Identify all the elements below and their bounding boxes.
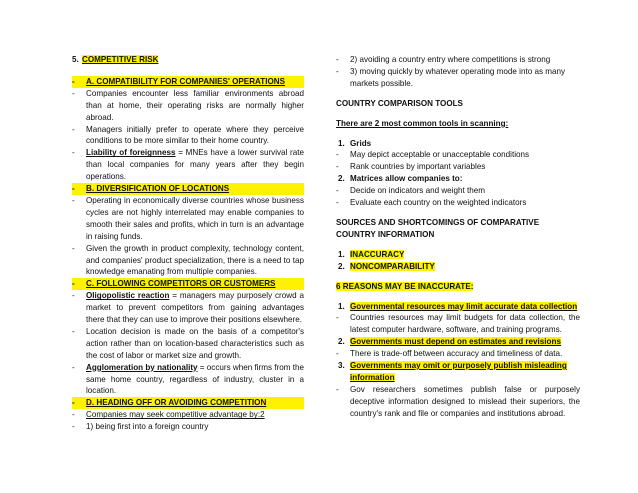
list-item: - Liability of foreignness = MNEs have a lower survival rate than local companies for many years after they begin operations. xyxy=(72,148,304,182)
numbered-item-inaccuracy: 1. INACCURACY xyxy=(338,249,405,259)
reason-2: 2. Governments must depend on estimates and revisions xyxy=(338,337,561,347)
list-item: - Decide on indicators and weight them xyxy=(336,186,485,196)
list-item: - Evaluate each country on the weighted indicators xyxy=(336,198,527,208)
reason-1: 1. Governmental resources may limit accurate data collection xyxy=(338,301,578,311)
list-item: - Gov researchers sometimes publish false or purposely deceptive information designed to mislead their superiors, the country's rank and file or companies and institutions abroad. xyxy=(336,384,580,418)
list-item: - Given the growth in product complexity, technology content, and companies' product specialization, there is a need to tap knowledge emanating from multiple companies. xyxy=(72,243,304,277)
numbered-item-matrices: 2. Matrices allow companies to: xyxy=(338,174,463,184)
section-number: 5. xyxy=(72,55,79,64)
list-item: - Countries resources may limit budgets for data collection, the latest computer hardware, software, and training programs. xyxy=(336,313,580,335)
list-item: - 1) being first into a foreign country xyxy=(72,422,209,432)
subsection-a-header: - A. COMPATIBILITY FOR COMPANIES' OPERATIONS xyxy=(72,76,304,88)
term-agglomeration-by-nationality: Agglomeration by nationality xyxy=(86,362,198,372)
heading-six-reasons: 6 REASONS MAY BE INACCURATE: xyxy=(336,281,474,291)
list-item: - Companies may seek competitive advantage by:2 xyxy=(72,410,265,420)
right-column xyxy=(336,54,580,420)
list-item: - Managers initially prefer to operate where they perceive conditions to be more similar to their home country. xyxy=(72,124,304,146)
list-item: - 2) avoiding a country entry where competitions is strong xyxy=(336,55,551,64)
list-item: - May depict acceptable or unacceptable conditions xyxy=(336,150,530,160)
reason-3: 3. Governments may omit or purposely publish misleading information xyxy=(338,361,567,382)
numbered-item-noncomparability: 2. NONCOMPARABILITY xyxy=(338,261,435,271)
list-item: - Agglomeration by nationality = occurs when firms from the same home country, regardless of industry, cluster in a location. xyxy=(72,362,304,396)
heading-sources-and-shortcomings: SOURCES AND SHORTCOMINGS OF COMPARATIVE COUNTRY INFORMATION xyxy=(336,217,540,239)
numbered-item-grids: 1. Grids xyxy=(338,138,372,148)
subsection-b-header: - B. DIVERSIFICATION OF LOCATIONS xyxy=(72,183,304,195)
subsection-c-header: - C. FOLLOWING COMPETITORS OR CUSTOMERS xyxy=(72,278,304,290)
list-item: - Oligopolistic reaction = managers may purposely crowd a market to prevent competitors from gaining advantages there that they can use to improve their positions elsewhere. xyxy=(72,291,305,325)
left-column xyxy=(72,54,304,433)
subsection-d-header: - D. HEADING OFF OR AVOIDING COMPETITION xyxy=(72,397,304,409)
heading-country-comparison-tools: COUNTRY COMPARISON TOOLS xyxy=(336,98,463,108)
term-oligopolistic-reaction: Oligopolistic reaction xyxy=(86,291,170,301)
list-item: - Companies encounter less familiar environments abroad than at home, their operating risks are normally higher abroad. xyxy=(72,88,304,122)
list-item: - Rank countries by important variables xyxy=(336,162,486,172)
list-item: - There is trade-off between accuracy and timeliness of data. xyxy=(336,349,563,359)
section-title-text: COMPETITIVE RISK xyxy=(82,55,159,64)
list-item: - 3) moving quickly by whatever operating mode into as many markets possible. xyxy=(336,66,566,88)
section-title xyxy=(72,54,304,66)
subheading-scanning-tools: There are 2 most common tools in scanning: xyxy=(336,118,509,128)
list-item: - Operating in economically diverse countries whose business cycles are not highly interrelated may enable companies to smooth their sales and profits, which in turn is an advantage in raising funds. xyxy=(72,195,304,241)
list-item: - Location decision is made on the basis of a competitor's action rather than on location-based characteristics such as the cost of labor or market size and growth. xyxy=(72,326,304,360)
term-liability-of-foreignness: Liability of foreignness xyxy=(86,148,176,158)
